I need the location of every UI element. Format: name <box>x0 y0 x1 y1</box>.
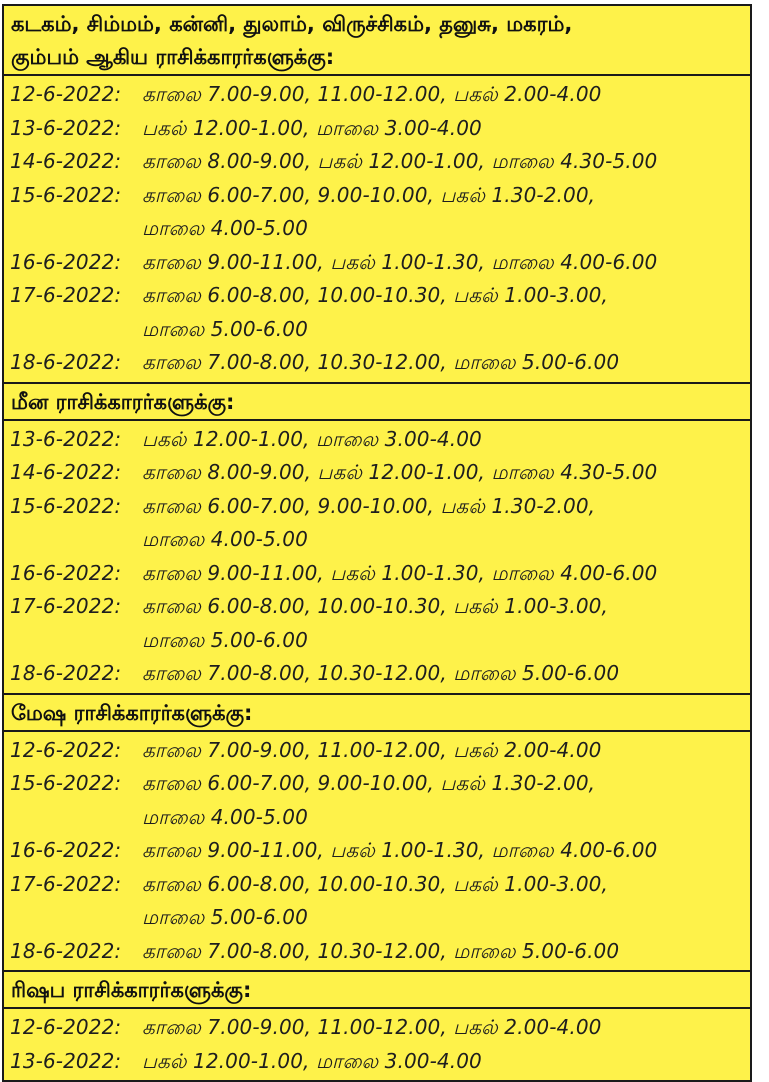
row-times-continued: மாலை 4.00-5.00 <box>142 216 308 240</box>
row-times-continued: மாலை 5.00-6.00 <box>142 627 308 652</box>
row-times: காலை 6.00-7.00, 9.00-10.00, பகல் 1.30-2.00, <box>142 771 596 795</box>
schedule-row <box>4 346 750 380</box>
row-date: 18-6-2022: <box>10 350 122 374</box>
row-times-continued: மாலை 4.00-5.00 <box>142 804 308 829</box>
schedule-row <box>4 279 750 346</box>
row-times: காலை 6.00-8.00, 10.00-10.30, பகல் 1.00-3.00, <box>142 871 608 896</box>
row-times: காலை 8.00-9.00, பகல் 12.00-1.00, மாலை 4.30-5.00 <box>142 460 658 484</box>
heading-line: ரிஷப ராசிக்காரர்களுக்கு: <box>11 978 252 1002</box>
row-date: 13-6-2022: <box>10 115 122 140</box>
row-times: காலை 7.00-9.00, 11.00-12.00, பகல் 2.00-4.00 <box>142 1015 602 1039</box>
schedule-row <box>4 456 750 490</box>
row-times: காலை 7.00-8.00, 10.30-12.00, மாலை 5.00-6.00 <box>142 938 620 963</box>
row-date: 17-6-2022: <box>10 594 122 618</box>
schedule-row <box>4 868 750 935</box>
schedule-row <box>4 78 750 112</box>
schedule-row <box>4 935 750 969</box>
row-times: காலை 9.00-11.00, பகல் 1.00-1.30, மாலை 4.00-6.00 <box>142 838 658 862</box>
row-times-continued: மாலை 5.00-6.00 <box>142 316 308 341</box>
row-date: 17-6-2022: <box>10 871 122 896</box>
heading-line: கடகம், சிம்மம், கன்னி, துலாம், விருச்சிகம், தனுசு, மகரம், <box>11 12 573 36</box>
row-date: 15-6-2022: <box>10 182 122 207</box>
row-times-continued: மாலை 5.00-6.00 <box>142 905 308 929</box>
schedule-row <box>4 112 750 146</box>
schedule-row <box>4 734 750 768</box>
section-heading <box>4 972 750 1009</box>
row-times: காலை 6.00-7.00, 9.00-10.00, பகல் 1.30-2.00, <box>142 493 596 518</box>
schedule-row <box>4 657 750 691</box>
section-rishaba <box>4 972 750 1080</box>
schedule-row <box>4 490 750 557</box>
row-times: காலை 6.00-8.00, 10.00-10.30, பகல் 1.00-3.00, <box>142 594 608 618</box>
section-heading <box>4 6 750 76</box>
row-date: 16-6-2022: <box>10 560 122 585</box>
schedule-row <box>4 145 750 179</box>
row-date: 16-6-2022: <box>10 838 122 862</box>
row-times: பகல் 12.00-1.00, மாலை 3.00-4.00 <box>142 115 482 140</box>
heading-line: கும்பம் ஆகிய ராசிக்காரர்களுக்கு: <box>11 45 335 69</box>
section-mesha <box>4 695 750 973</box>
row-date: 14-6-2022: <box>10 460 122 484</box>
schedule-sheet <box>2 4 752 1082</box>
heading-line: மீன ராசிக்காரர்களுக்கு: <box>11 389 235 414</box>
schedule-row <box>4 1045 750 1079</box>
row-date: 13-6-2022: <box>10 1048 122 1073</box>
row-date: 15-6-2022: <box>10 493 122 518</box>
schedule-row <box>4 246 750 280</box>
row-times: காலை 9.00-11.00, பகல் 1.00-1.30, மாலை 4.00-6.00 <box>142 249 658 274</box>
row-times: பகல் 12.00-1.00, மாலை 3.00-4.00 <box>142 426 482 451</box>
row-date: 18-6-2022: <box>10 938 122 963</box>
row-times: காலை 7.00-9.00, 11.00-12.00, பகல் 2.00-4.00 <box>142 82 602 106</box>
row-times: காலை 6.00-7.00, 9.00-10.00, பகல் 1.30-2.00, <box>142 182 596 207</box>
row-times: காலை 7.00-8.00, 10.30-12.00, மாலை 5.00-6.00 <box>142 350 620 374</box>
row-date: 14-6-2022: <box>10 149 122 173</box>
schedule-row <box>4 423 750 457</box>
row-date: 12-6-2022: <box>10 82 122 106</box>
schedule-row <box>4 834 750 868</box>
row-times: காலை 8.00-9.00, பகல் 12.00-1.00, மாலை 4.30-5.00 <box>142 149 658 173</box>
schedule-row <box>4 590 750 657</box>
row-date: 13-6-2022: <box>10 426 122 451</box>
schedule-row <box>4 557 750 591</box>
row-date: 16-6-2022: <box>10 249 122 274</box>
row-times-continued: மாலை 4.00-5.00 <box>142 527 308 551</box>
section-meena <box>4 384 750 695</box>
heading-line: மேஷ ராசிக்காரர்களுக்கு: <box>11 700 253 725</box>
row-times: காலை 7.00-9.00, 11.00-12.00, பகல் 2.00-4.00 <box>142 737 602 762</box>
schedule-row <box>4 179 750 246</box>
section-heading <box>4 384 750 421</box>
row-date: 18-6-2022: <box>10 661 122 685</box>
row-times: காலை 6.00-8.00, 10.00-10.30, பகல் 1.00-3.00, <box>142 283 608 307</box>
row-date: 17-6-2022: <box>10 283 122 307</box>
row-times: காலை 9.00-11.00, பகல் 1.00-1.30, மாலை 4.00-6.00 <box>142 560 658 585</box>
schedule-row <box>4 767 750 834</box>
row-date: 12-6-2022: <box>10 1015 122 1039</box>
row-date: 12-6-2022: <box>10 737 122 762</box>
row-times: பகல் 12.00-1.00, மாலை 3.00-4.00 <box>142 1048 482 1073</box>
section-kadagam-group <box>4 6 750 384</box>
section-heading <box>4 695 750 732</box>
schedule-row <box>4 1011 750 1045</box>
row-times: காலை 7.00-8.00, 10.30-12.00, மாலை 5.00-6.00 <box>142 661 620 685</box>
row-date: 15-6-2022: <box>10 771 122 795</box>
